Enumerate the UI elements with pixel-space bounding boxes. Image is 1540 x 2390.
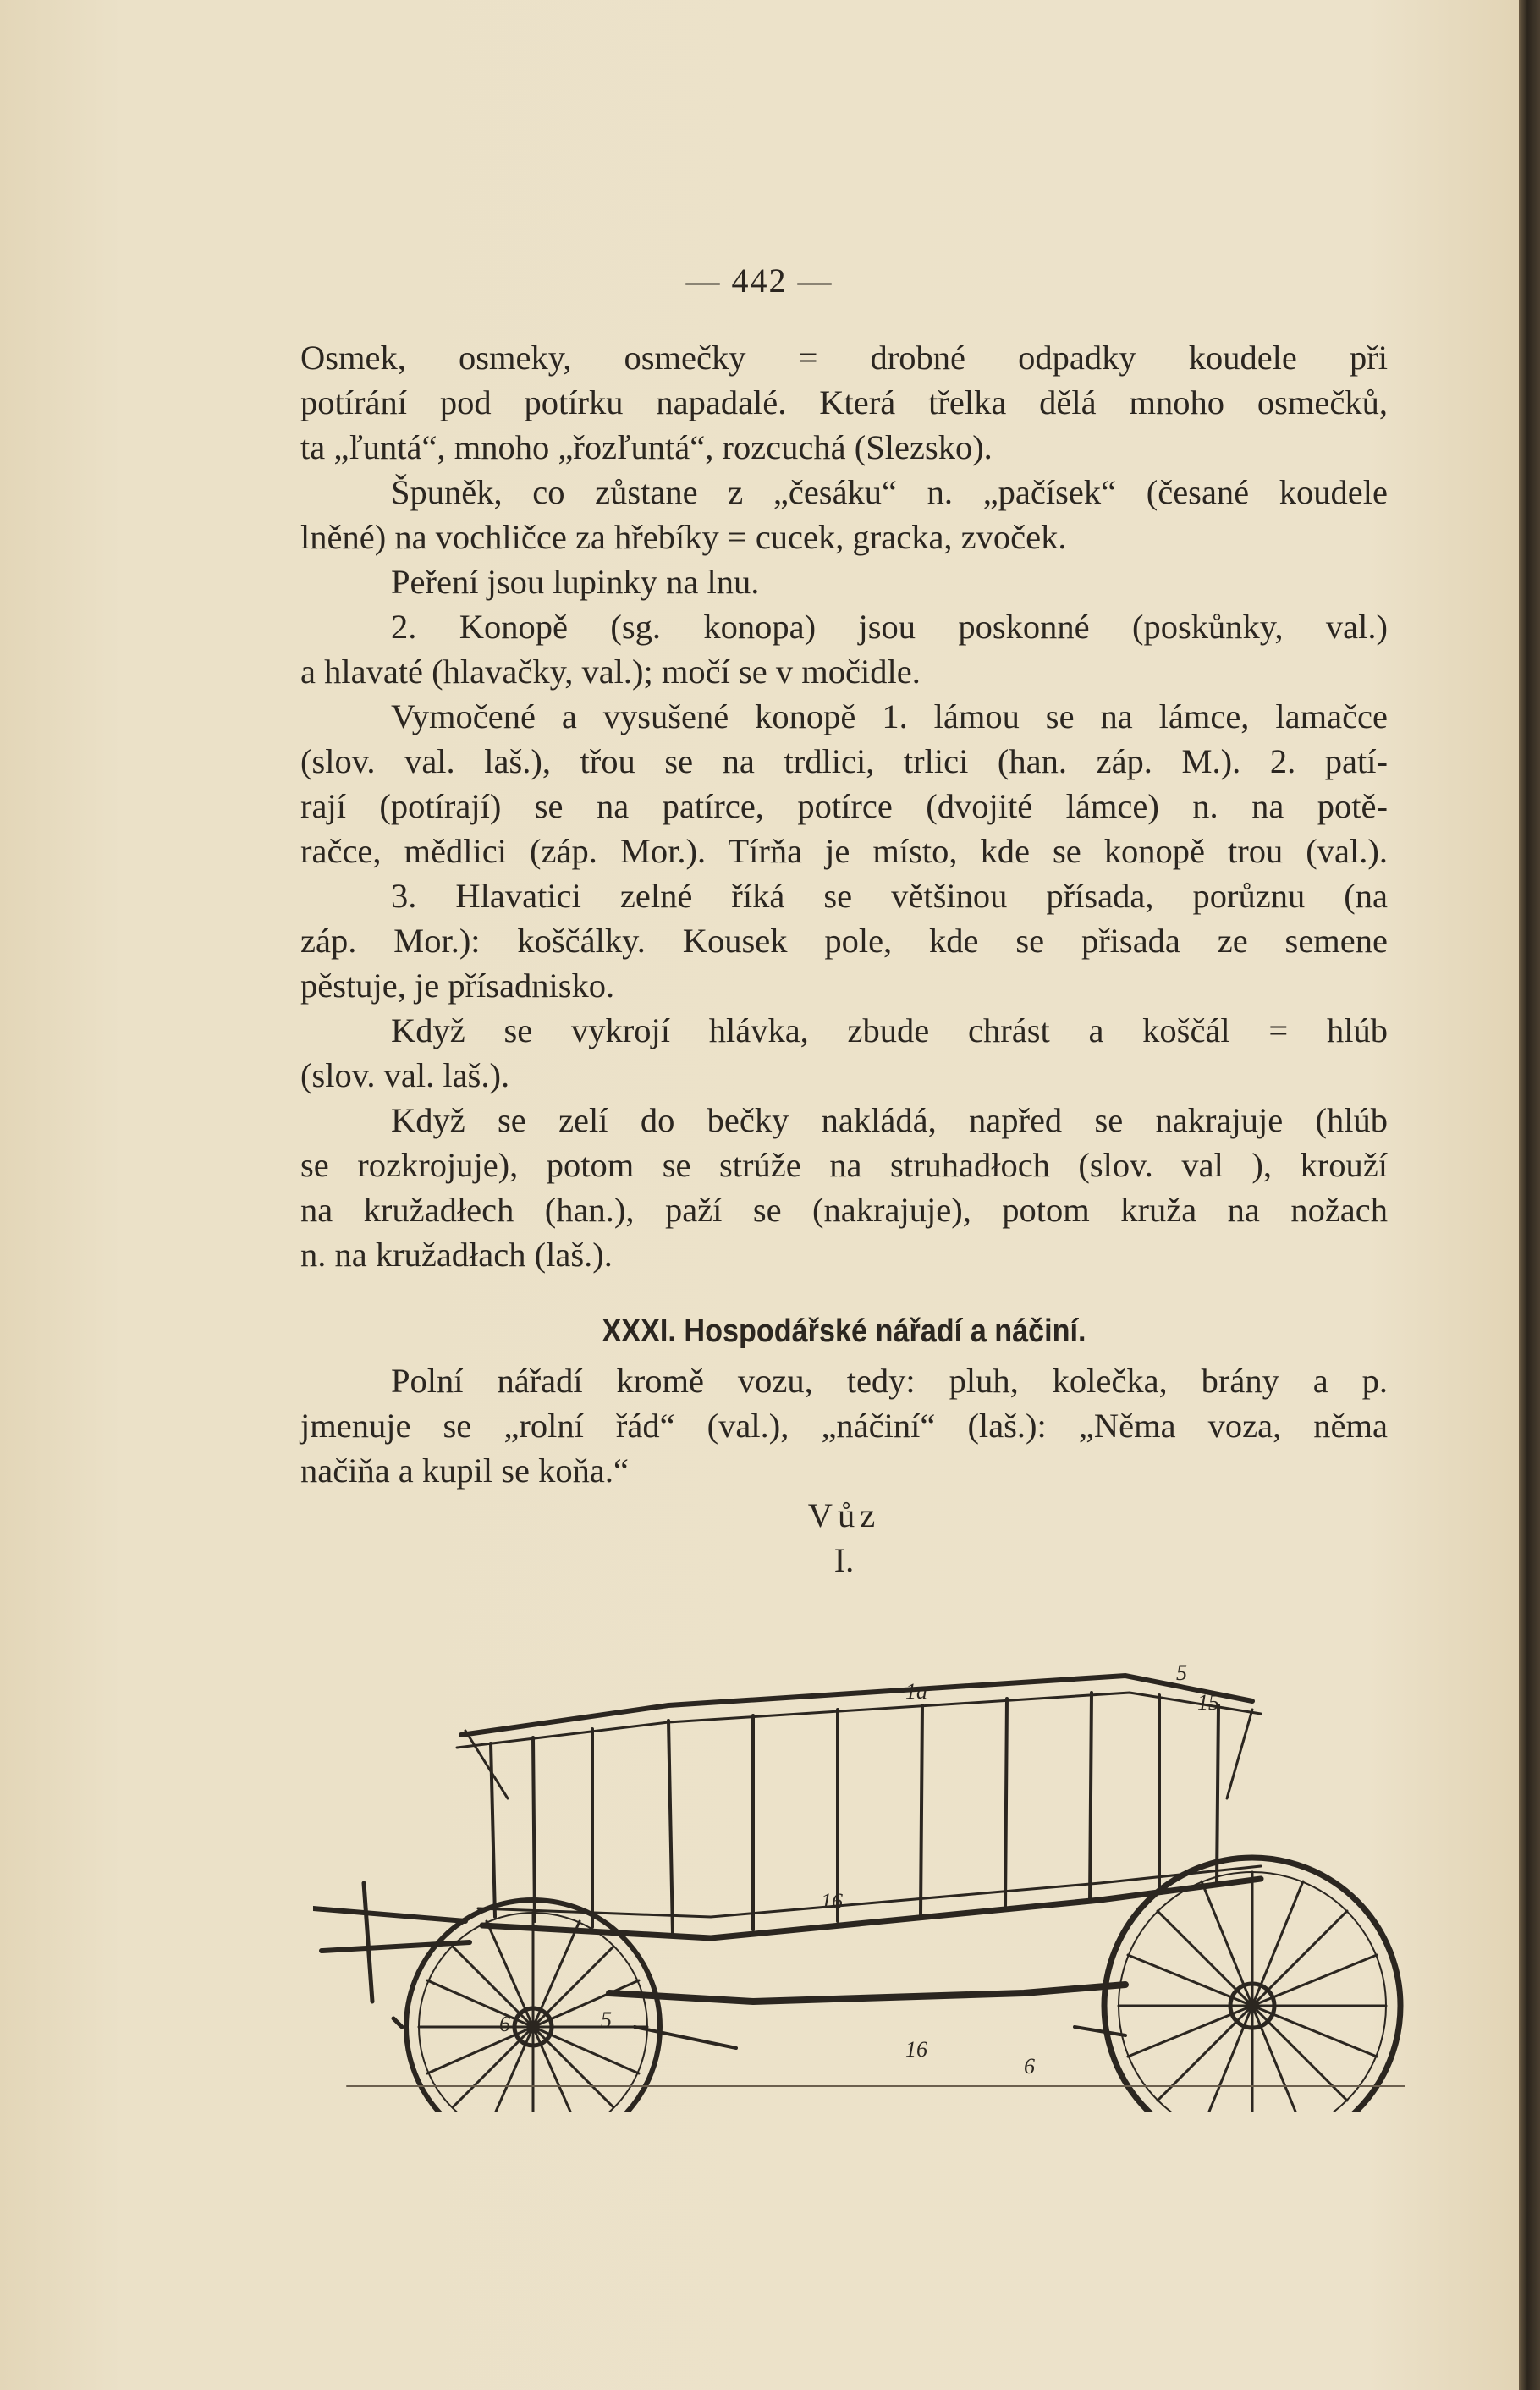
wagon-illustration xyxy=(313,1629,1405,2112)
figure-label: 16 xyxy=(905,2037,927,2062)
figure-label: 5 xyxy=(601,2007,612,2032)
text-line: potírání pod potírku napadalé. Která třelka dělá mnoho osmečků, xyxy=(300,383,1388,421)
wagon-drawing xyxy=(313,1629,1405,2112)
text-line: n. na kružadłach (laš.). xyxy=(300,1236,613,1274)
text-line: na kružadłech (han.), paží se (nakrajuje), potom kruža na nožach xyxy=(300,1191,1388,1229)
page-number: — 442 — xyxy=(685,262,833,300)
text-line: rají (potírají) se na patírce, potírce (dvojité lámce) n. na potě- xyxy=(300,787,1388,825)
text-line: 2. Konopě (sg. konopa) jsou poskonné (poskůnky, val.) xyxy=(391,608,1388,646)
text-line: a hlavaté (hlavačky, val.); močí se v močidle. xyxy=(300,653,921,691)
figure-label: 15 xyxy=(1197,1690,1219,1715)
body-text xyxy=(300,335,1388,1583)
text-line: pěstuje, je přísadnisko. xyxy=(300,966,615,1005)
text-line: (slov. val. laš.), třou se na trdlici, trlici (han. záp. M.). 2. patí- xyxy=(300,742,1388,780)
text-line: Když se zelí do bečky nakládá, napřed se nakrajuje (hlúb xyxy=(391,1101,1388,1139)
text-line: 3. Hlavatici zelné říká se většinou přísada, porůznu (na xyxy=(391,877,1388,915)
text-line: záp. Mor.): koščálky. Kousek pole, kde se přisada ze semene xyxy=(300,922,1388,960)
section-heading: XXXI. Hospodářské nářadí a náčiní. xyxy=(602,1313,1086,1349)
subheading: Vůz xyxy=(807,1496,881,1534)
figure-label: 6 xyxy=(499,2012,510,2036)
text-line: ta „ľuntá“, mnoho „řozľuntá“, rozcuchá (Slezsko). xyxy=(300,428,993,466)
text-line: lněné) na vochličce za hřebíky = cucek, gracka, zvoček. xyxy=(300,518,1067,556)
figure-labels xyxy=(499,1660,1219,2079)
figure-label: 1a xyxy=(905,1679,927,1704)
text-line: račce, mědlici (záp. Mor.). Tírňa je místo, kde se konopě trou (val.). xyxy=(300,832,1388,870)
figure-label: 6 xyxy=(1024,2054,1035,2079)
text-line: Peření jsou lupinky na lnu. xyxy=(391,563,760,601)
text-line: jmenuje se „rolní řád“ (val.), „náčiní“ (laš.): „Něma voza, něma xyxy=(300,1407,1388,1445)
text-line: (slov. val. laš.). xyxy=(300,1056,510,1094)
text-line: se rozkrojuje), potom se strúže na struhadłoch (slov. val ), krouží xyxy=(300,1146,1388,1184)
text-line: Polní nářadí kromě vozu, tedy: pluh, kolečka, brány a p. xyxy=(391,1362,1388,1400)
figure-label: 5 xyxy=(1176,1660,1187,1685)
text-line: Osmek, osmeky, osmečky = drobné odpadky koudele při xyxy=(300,339,1388,377)
text-line: načiňa a kupil se koňa.“ xyxy=(300,1451,629,1490)
text-line: Vymočené a vysušené konopě 1. lámou se na lámce, lamačce xyxy=(391,697,1388,735)
figure-number: I. xyxy=(833,1541,855,1579)
book-binding-edge xyxy=(1519,0,1540,2390)
figure-label: 16 xyxy=(821,1889,843,1914)
text-line: Špuněk, co zůstane z „česáku“ n. „pačísek“ (česané koudele xyxy=(391,473,1388,511)
wagon-lines xyxy=(313,1676,1405,2112)
text-line: Když se vykrojí hlávka, zbude chrást a koščál = hlúb xyxy=(391,1011,1388,1049)
